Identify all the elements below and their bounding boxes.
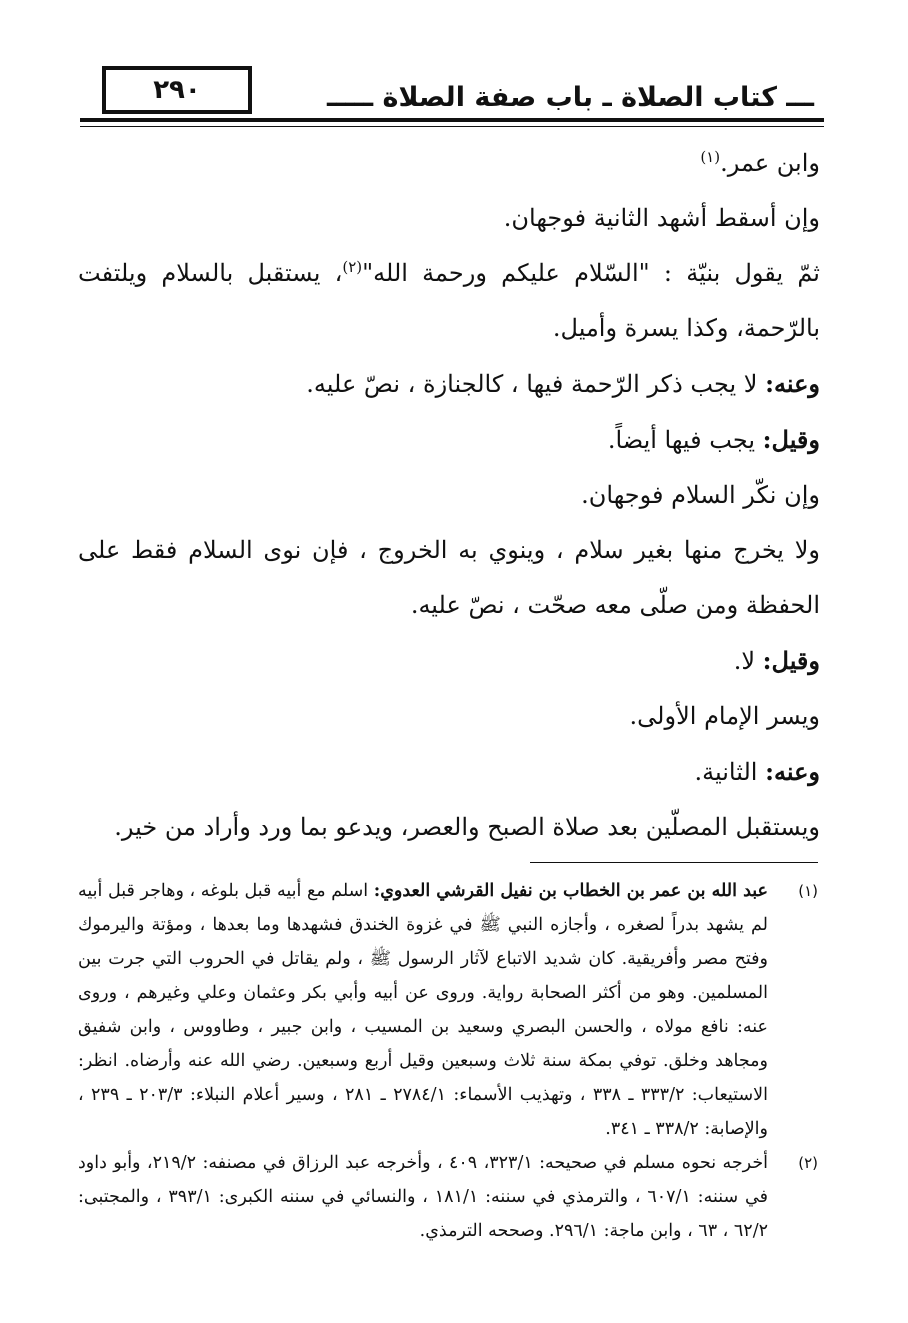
paragraph-5 — [78, 412, 820, 468]
paragraph-3 — [78, 246, 820, 356]
paragraph-1 — [78, 136, 820, 191]
header-rule — [80, 118, 824, 122]
paragraph-5-text: يجب فيها أيضاً. — [607, 426, 763, 454]
paragraph-8-text: لا. — [733, 647, 763, 675]
paragraph-5-lead: وقيل: — [762, 425, 820, 454]
footnote-ref-1[interactable]: (١) — [700, 148, 721, 166]
paragraph-4-lead: وعنه: — [765, 369, 820, 398]
paragraph-9: ويسر الإمام الأولى. — [629, 702, 820, 730]
paragraph-10 — [78, 744, 820, 800]
running-title: ـــ كتاب الصلاة ـ باب صفة الصلاة ـــــ — [326, 82, 814, 113]
footnotes — [78, 874, 818, 1248]
paragraph-10-lead: وعنه: — [765, 757, 820, 786]
footnote-1-body — [78, 874, 768, 1146]
footnote-2-text: أخرجه نحوه مسلم في صحيحه: ٣٢٣/١، ٤٠٩ ، وأخرجه عبد الرزاق في مصنفه: ٢١٩/٢، وأبو داود في سننه: ٦٠٧/١ ، والترمذي في سننه: ١٨١/١ ، والنسائي في سننه الكبرى: ٣٩٣/١ ، والمجتبى: ٦٢/٢ ، ٦٣ ، وابن ماجة: ٢٩٦/١. وصححه الترمذي. — [78, 1153, 768, 1241]
footnote-1-lead: عبد الله بن عمر بن الخطاب بن نفيل القرشي العدوي: — [373, 881, 768, 901]
main-text — [78, 136, 820, 855]
footnote-2-mark: (٢) — [798, 1154, 818, 1172]
paragraph-4 — [78, 356, 820, 412]
footnote-1-mark: (١) — [798, 882, 818, 900]
page-header — [80, 66, 824, 126]
page-number: ٢٩٠ — [102, 66, 252, 114]
footnote-2 — [78, 1146, 818, 1248]
paragraph-8-lead: وقيل: — [762, 646, 820, 675]
paragraph-10-text: الثانية. — [694, 758, 766, 786]
footnote-1 — [78, 874, 818, 1146]
footnote-1-text: اسلم مع أبيه قبل بلوغه ، وهاجر قبل أبيه لم يشهد بدراً لصغره ، وأجازه النبي ﷺ في غزوة الخندق فشهدها وما بعدها ، ومؤتة واليرموك وفتح مصر وأفريقية. كان شديد الاتباع لآثار الرسول ﷺ ، ولم يقاتل في الحروب التي جرت بين المسلمين. وهو من أكثر الصحابة رواية. وروى عن أبيه وأبي بكر وعثمان وعلي وغيرهم ، وروى عنه: نافع مولاه ، والحسن البصري وسعيد بن المسيب ، وابن جبير ، وطاووس ، وابن شفيق ومجاهد وخلق. توفي بمكة سنة ثلاث وسبعين وقيل أربع وسبعين. رضي الله عنه وأرضاه. انظر: الاستيعاب: ٣٣٣/٢ ـ ٣٣٨ ، وتهذيب الأسماء: ٢٧٨٤/١ ـ ٢٨١ ، وسير أعلام النبلاء: ٢٠٣/٣ ـ ٢٣٩ ، والإصابة: ٣٣٨/٢ ـ ٣٤١. — [78, 881, 768, 1139]
footnote-ref-2[interactable]: (٢) — [342, 258, 363, 276]
header-rule-thin — [80, 126, 824, 127]
footnote-separator — [530, 862, 818, 863]
paragraph-6: وإن نكّر السلام فوجهان. — [581, 481, 820, 509]
paragraph-3-text-a: ثمّ يقول بنيّة : "السّلام عليكم ورحمة الله" — [362, 259, 820, 287]
paragraph-2: وإن أسقط أشهد الثانية فوجهان. — [503, 204, 820, 232]
footnote-2-body — [78, 1146, 768, 1248]
paragraph-1-text: وابن عمر. — [720, 149, 820, 177]
paragraph-3-text-b: ، يستقبل بالسلام ويلتفت بالرّحمة، وكذا يسرة وأميل. — [78, 259, 820, 342]
paragraph-11: ويستقبل المصلّين بعد صلاة الصبح والعصر، ويدعو بما ورد وأراد من خير. — [114, 813, 820, 841]
paragraph-4-text: لا يجب ذكر الرّحمة فيها ، كالجنازة ، نصّ عليه. — [306, 370, 766, 398]
paragraph-8 — [78, 633, 820, 689]
paragraph-7: ولا يخرج منها بغير سلام ، وينوي به الخروج ، فإن نوى السلام فقط على الحفظة ومن صلّى معه صحّت ، نصّ عليه. — [78, 536, 821, 619]
